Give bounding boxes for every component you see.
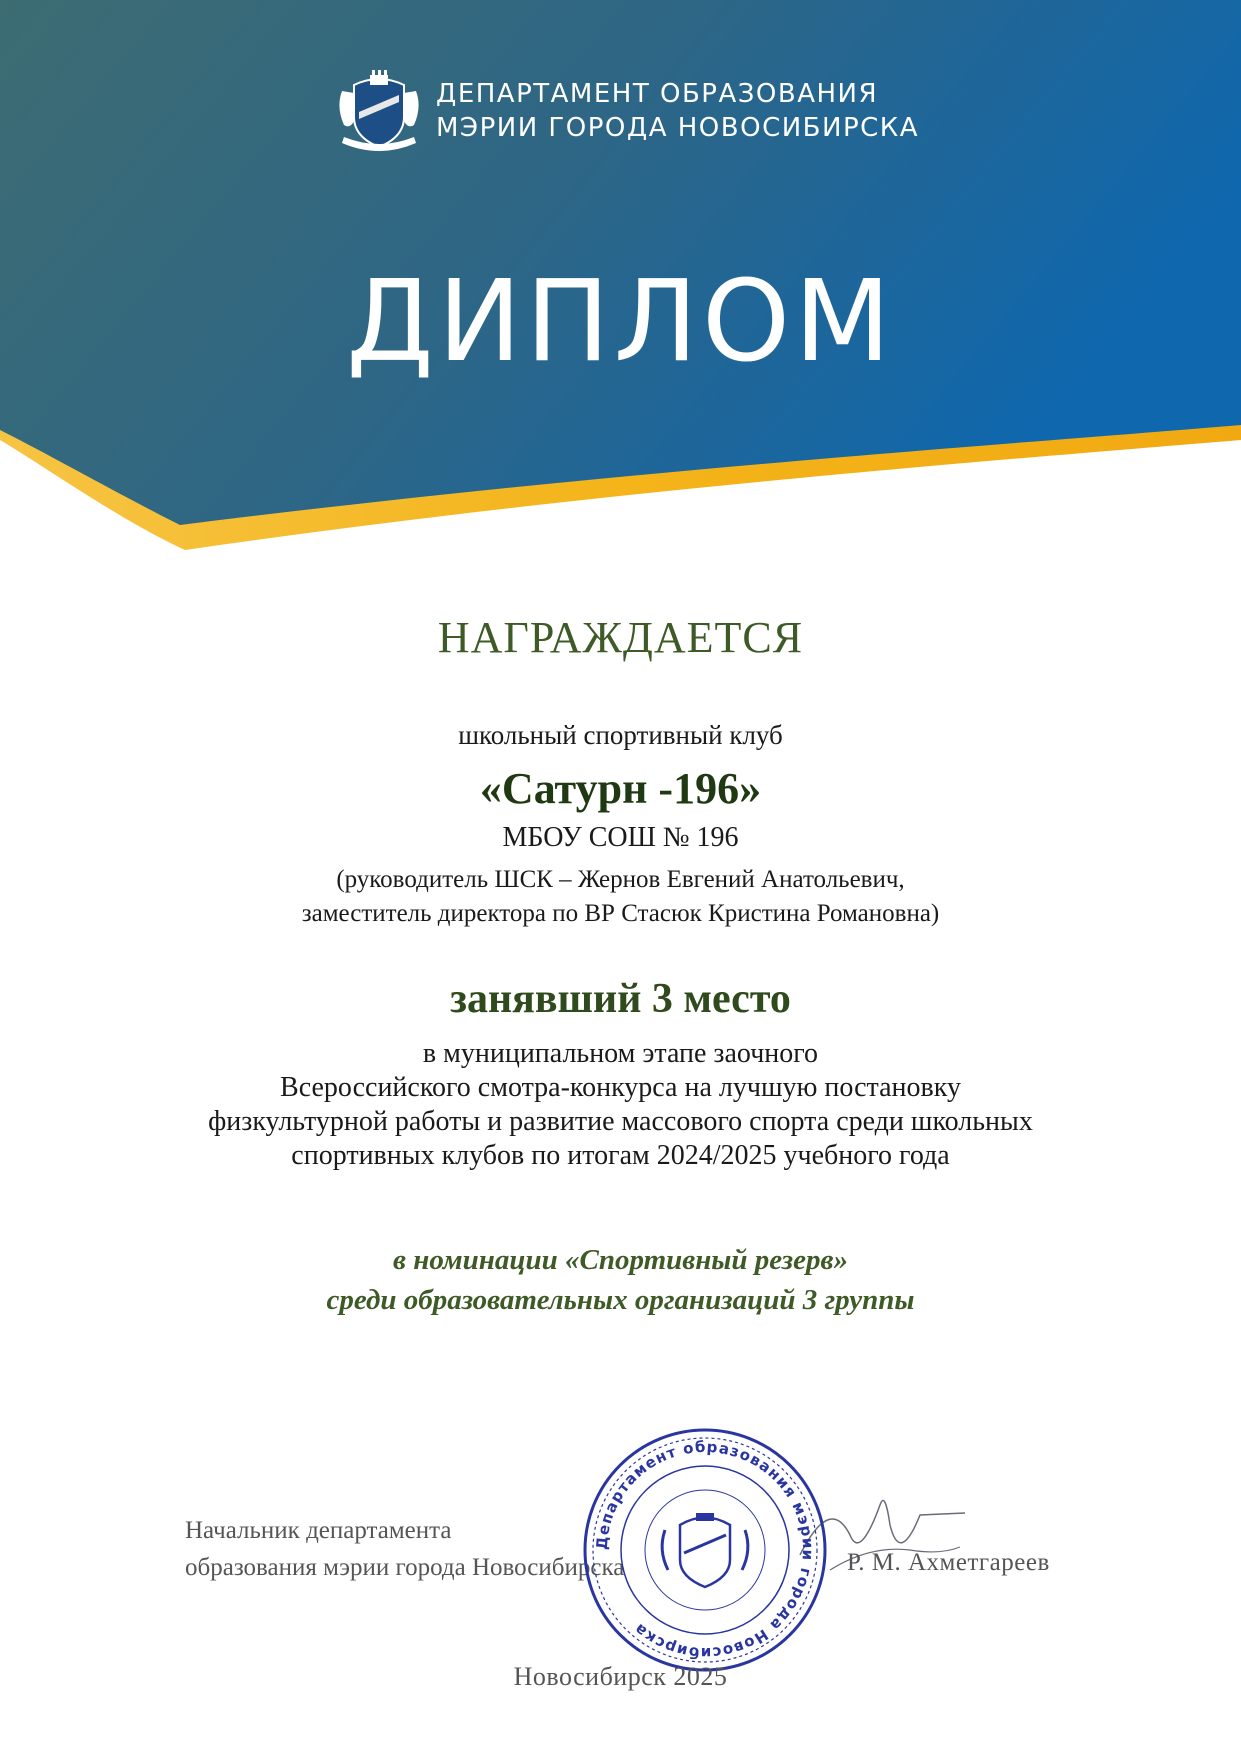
department-header <box>334 66 919 156</box>
achievement-line4: спортивных клубов по итогам 2024/2025 учебного года <box>291 1140 950 1171</box>
nomination-line1: в номинации «Спортивный резерв» <box>393 1244 848 1276</box>
nomination <box>0 1240 1241 1320</box>
nomination-line2: среди образовательных организаций 3 группы <box>326 1284 915 1316</box>
place-heading: занявший 3 место <box>450 976 791 1022</box>
achievement-line2: Всероссийского смотра-конкурса на лучшую постановку <box>280 1072 961 1103</box>
club-name: «Сатурн -196» <box>479 764 762 813</box>
signer-position-line2: образования мэрии города Новосибирска <box>185 1554 625 1581</box>
department-line2: МЭРИИ ГОРОДА НОВОСИБИРСКА <box>436 113 920 143</box>
diploma-title: ДИПЛОМ <box>346 257 895 387</box>
achievement-description <box>0 1037 1241 1173</box>
awarded-heading: НАГРАЖДАЕТСЯ <box>437 613 804 662</box>
achievement-line3: физкультурной работы и развитие массового спорта среди школьных <box>208 1106 1033 1137</box>
official-stamp <box>580 1425 830 1675</box>
department-name <box>436 77 919 145</box>
achievement-line1: в муниципальном этапе заочного <box>422 1038 819 1069</box>
city-coat-of-arms-icon <box>334 67 424 155</box>
signer-position <box>185 1512 624 1586</box>
svg-text:Департамент образования мэрии: Департамент образования мэрии города Новосибирска <box>592 1437 818 1663</box>
city-and-year: Новосибирск 2025 <box>513 1662 728 1691</box>
club-type: школьный спортивный клуб <box>458 720 783 750</box>
signer-position-line1: Начальник департамента <box>185 1517 452 1544</box>
department-line1: ДЕПАРТАМЕНТ ОБРАЗОВАНИЯ <box>436 79 879 109</box>
school-name: МБОУ СОШ № 196 <box>502 822 739 853</box>
leader-line2: заместитель директора по ВР Стасюк Кристина Романовна) <box>301 900 940 927</box>
leader-line1: (руководитель ШСК – Жернов Евгений Анатольевич, <box>336 866 905 893</box>
signer-name: Р. М. Ахметгареев <box>847 1549 1050 1576</box>
